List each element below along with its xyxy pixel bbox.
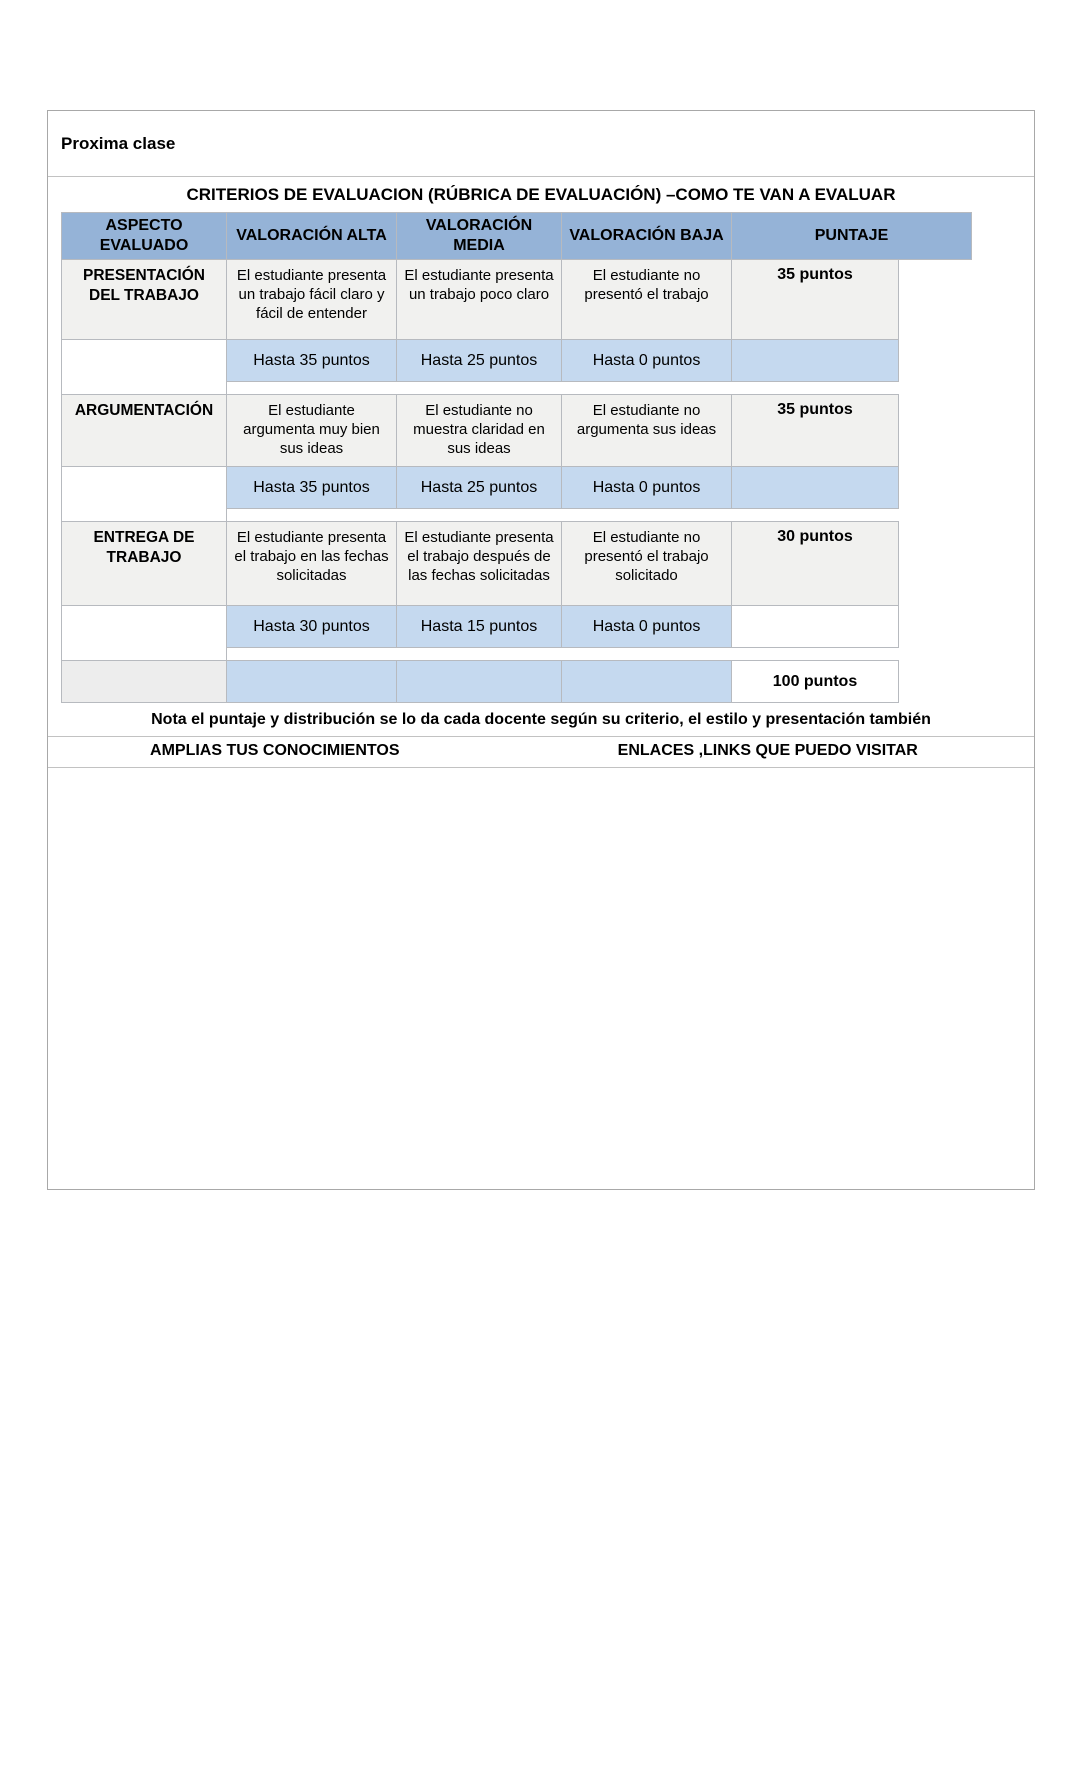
- table-gutter: [899, 522, 972, 606]
- criterion-row-argumentacion: [62, 395, 972, 467]
- empty-cell: [62, 340, 227, 395]
- intro-text: Proxima clase: [48, 111, 1034, 177]
- hasta-puntaje-cell: [732, 467, 899, 509]
- hasta-baja-cell: Hasta 0 puntos: [562, 340, 732, 382]
- total-row: [62, 661, 972, 703]
- table-gutter: [899, 260, 972, 340]
- total-blue-cell: [562, 661, 732, 703]
- hasta-row-presentacion: [62, 340, 972, 382]
- hasta-media-cell: Hasta 25 puntos: [397, 467, 562, 509]
- hasta-alta-cell: Hasta 30 puntos: [227, 606, 397, 648]
- header-puntaje: PUNTAJE: [732, 213, 972, 260]
- rubric-table-container: [48, 212, 1034, 703]
- rubric-title: CRITERIOS DE EVALUACION (RÚBRICA DE EVALUACIÓN) –COMO TE VAN A EVALUAR: [186, 184, 896, 204]
- total-blue-cell: [227, 661, 397, 703]
- aspect-cell: PRESENTACIÓN DEL TRABAJO: [62, 260, 227, 340]
- criterion-row-presentacion: [62, 260, 972, 340]
- criterion-row-entrega: [62, 522, 972, 606]
- header-valoracion-baja: VALORACIÓN BAJA: [562, 213, 732, 260]
- puntaje-cell: 35 puntos: [732, 260, 899, 340]
- empty-puntaje-cell: [732, 606, 899, 648]
- hasta-media-cell: Hasta 15 puntos: [397, 606, 562, 648]
- table-gutter: [899, 606, 972, 648]
- valoracion-media-cell: El estudiante presenta un trabajo poco claro: [397, 260, 562, 340]
- note-text: Nota el puntaje y distribución se lo da cada docente según su criterio, el estilo y presentación también: [48, 709, 1034, 737]
- puntaje-cell: 30 puntos: [732, 522, 899, 606]
- valoracion-baja-cell: El estudiante no presentó el trabajo: [562, 260, 732, 340]
- table-gutter: [899, 340, 972, 382]
- hasta-row-argumentacion: [62, 467, 972, 509]
- total-puntaje-cell: 100 puntos: [732, 661, 899, 703]
- rubric-table: [61, 212, 972, 703]
- hasta-alta-cell: Hasta 35 puntos: [227, 340, 397, 382]
- valoracion-baja-cell: El estudiante no presentó el trabajo solicitado: [562, 522, 732, 606]
- total-empty-cell: [62, 661, 227, 703]
- empty-cell: [62, 467, 227, 522]
- hasta-baja-cell: Hasta 0 puntos: [562, 606, 732, 648]
- header-valoracion-alta: VALORACIÓN ALTA: [227, 213, 397, 260]
- header-aspecto-evaluado: ASPECTO EVALUADO: [62, 213, 227, 260]
- valoracion-alta-cell: El estudiante argumenta muy bien sus ideas: [227, 395, 397, 467]
- row-gap-cell: [227, 509, 972, 522]
- total-blue-cell: [397, 661, 562, 703]
- footer-amplias-label: AMPLIAS TUS CONOCIMIENTOS: [150, 742, 400, 759]
- document-page: [47, 110, 1035, 1190]
- empty-cell: [62, 606, 227, 661]
- hasta-row-entrega: [62, 606, 972, 648]
- row-gap-cell: [227, 648, 972, 661]
- hasta-baja-cell: Hasta 0 puntos: [562, 467, 732, 509]
- footer-enlaces-label: ENLACES ,LINKS QUE PUEDO VISITAR: [617, 742, 918, 759]
- table-gutter: [899, 467, 972, 509]
- puntaje-cell: 35 puntos: [732, 395, 899, 467]
- table-gutter: [899, 395, 972, 467]
- valoracion-media-cell: El estudiante no muestra claridad en sus ideas: [397, 395, 562, 467]
- row-gap-cell: [227, 382, 972, 395]
- footer-row: [48, 737, 1034, 768]
- rubric-header-row: [62, 213, 972, 260]
- valoracion-media-cell: El estudiante presenta el trabajo después de las fechas solicitadas: [397, 522, 562, 606]
- hasta-media-cell: Hasta 25 puntos: [397, 340, 562, 382]
- valoracion-alta-cell: El estudiante presenta el trabajo en las fechas solicitadas: [227, 522, 397, 606]
- valoracion-alta-cell: El estudiante presenta un trabajo fácil claro y fácil de entender: [227, 260, 397, 340]
- aspect-cell: ENTREGA DE TRABAJO: [62, 522, 227, 606]
- valoracion-baja-cell: El estudiante no argumenta sus ideas: [562, 395, 732, 467]
- table-gutter: [899, 661, 972, 703]
- aspect-cell: ARGUMENTACIÓN: [62, 395, 227, 467]
- hasta-puntaje-cell: [732, 340, 899, 382]
- hasta-alta-cell: Hasta 35 puntos: [227, 467, 397, 509]
- header-valoracion-media: VALORACIÓN MEDIA: [397, 213, 562, 260]
